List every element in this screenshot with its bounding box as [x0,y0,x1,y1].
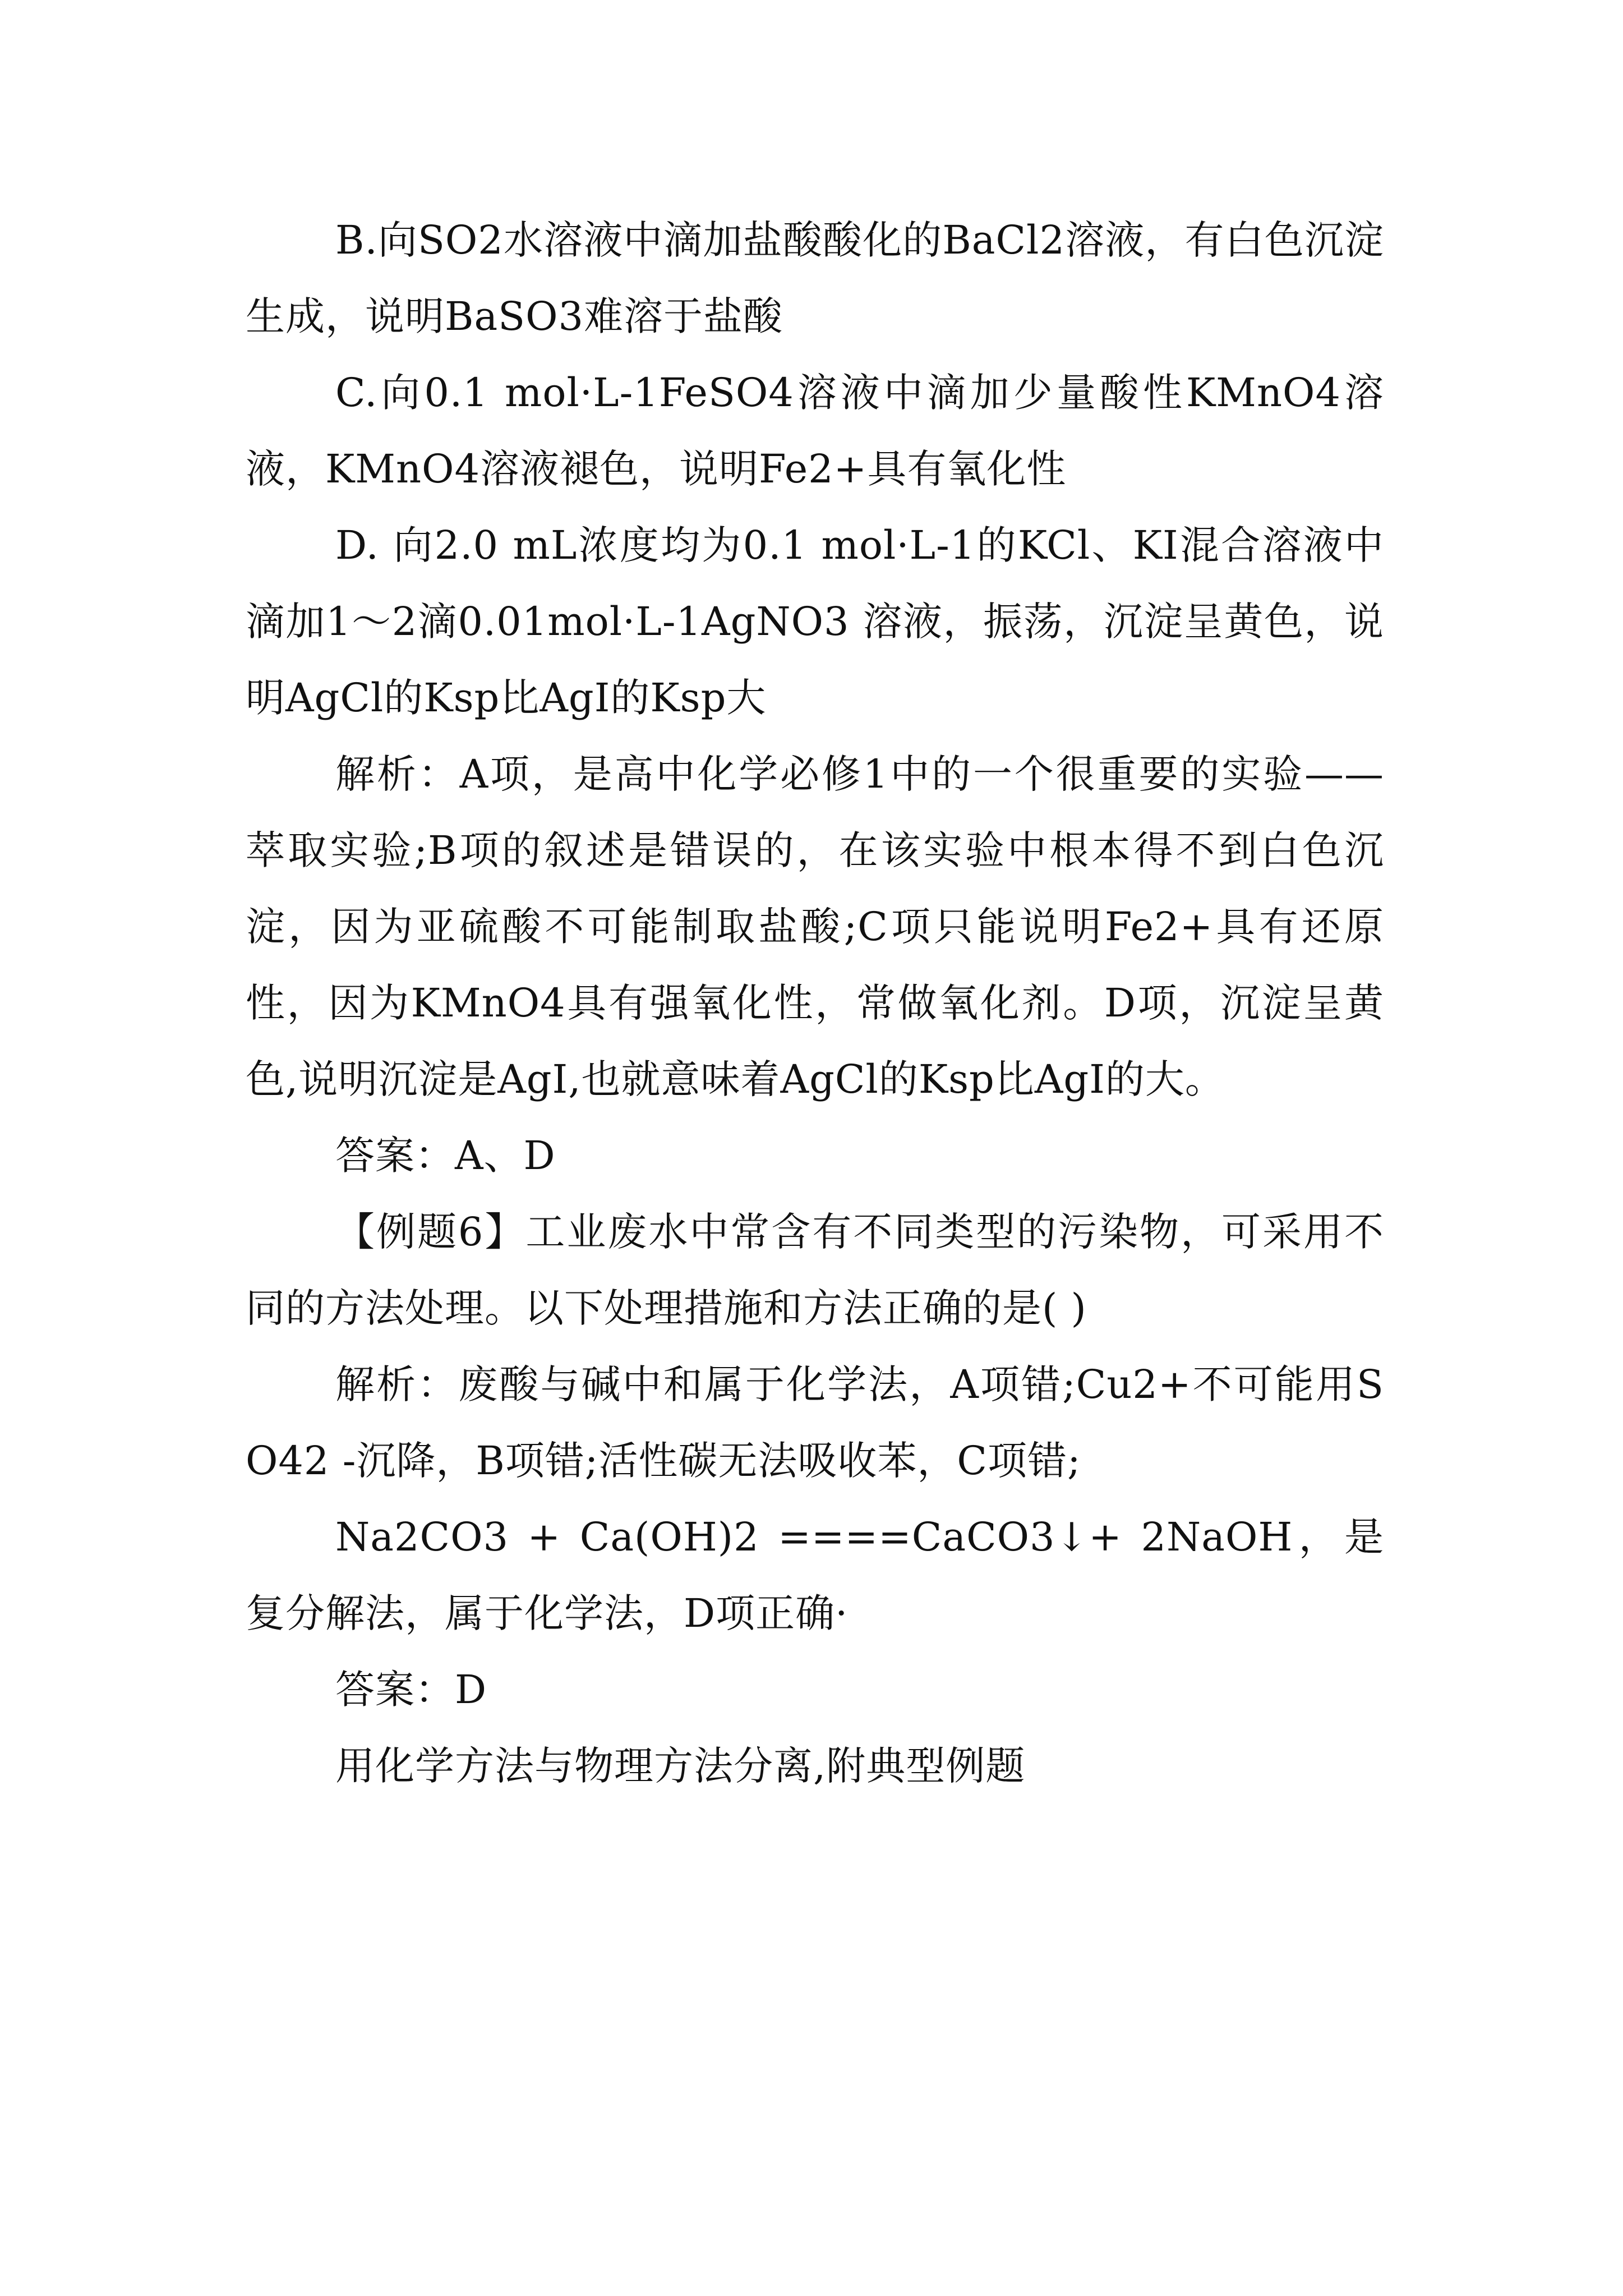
option-b-paragraph: B.向SO2水溶液中滴加盐酸酸化的BaCl2溶液，有白色沉淀生成，说明BaSO3难溶于盐酸 [246,217,1384,339]
example-6-analysis: 解析：废酸与碱中和属于化学法，A项错;Cu2+不可能用SO42 -沉降，B项错;活性碳无法吸收苯，C项错; [246,1361,1384,1484]
example-6-question: 【例题6】工业废水中常含有不同类型的污染物，可采用不同的方法处理。以下处理措施和方法正确的是( ) [246,1209,1384,1331]
answer-paragraph: 答案：A、D [335,1133,556,1179]
document-footer-title: 用化学方法与物理方法分离,附典型例题 [335,1743,1026,1789]
option-c-paragraph: C.向0.1 mol·L-1FeSO4溶液中滴加少量酸性KMnO4溶液，KMnO4溶液褪色，说明Fe2+具有氧化性 [246,370,1384,492]
document-body [246,202,1384,1804]
analysis-paragraph: 解析：A项，是高中化学必修1中的一个很重要的实验——萃取实验;B项的叙述是错误的，在该实验中根本得不到白色沉淀，因为亚硫酸不可能制取盐酸;C项只能说明Fe2+具有还原性，因为KMnO4具有强氧化性，常做氧化剂。D项，沉淀呈黄色,说明沉淀是AgI,也就意味着AgCl的Ksp比AgI的大。 [246,751,1384,1102]
option-d-paragraph: D. 向2.0 mL浓度均为0.1 mol·L-1的KCl、KI混合溶液中滴加1～2滴0.01mol·L-1AgNO3 溶液，振荡，沉淀呈黄色，说明AgCl的Ksp比AgI的Ksp大 [246,522,1384,721]
chemical-equation-paragraph: Na2CO3 + Ca(OH)2 ====CaCO3↓+ 2NaOH，是复分解法，属于化学法，D项正确· [246,1514,1384,1636]
example-6-answer: 答案：D [335,1667,487,1713]
